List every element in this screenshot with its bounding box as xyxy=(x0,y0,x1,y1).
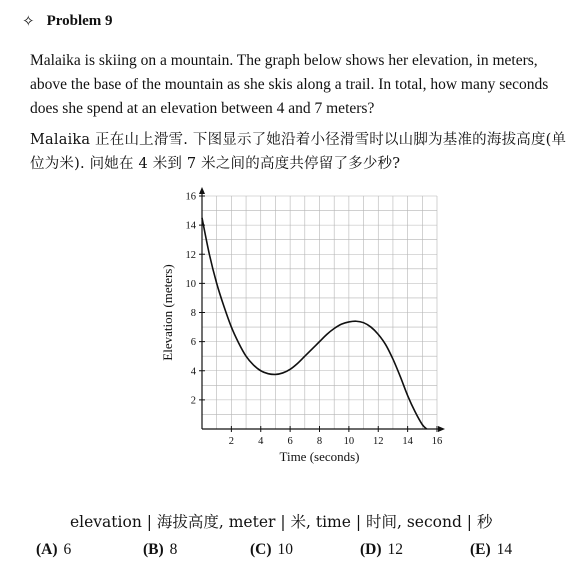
answer-choices xyxy=(36,541,536,563)
choice-b-value: 8 xyxy=(169,541,178,558)
choice-e-value: 14 xyxy=(496,541,513,558)
x-tick-label: 6 xyxy=(287,436,293,447)
choice-d-value: 12 xyxy=(387,541,404,558)
glossary: elevation | 海拔高度, meter | 米, time | 时间, second | 秒 xyxy=(70,513,493,531)
choice-b-letter: (B) xyxy=(143,541,164,558)
y-tick-label: 8 xyxy=(190,308,196,319)
choice-e-letter: (E) xyxy=(470,541,491,558)
choice-c-value: 10 xyxy=(277,541,294,558)
choice-e[interactable] xyxy=(470,541,512,559)
y-tick-label: 12 xyxy=(185,249,196,261)
choice-b[interactable] xyxy=(143,541,177,559)
y-tick-label: 2 xyxy=(190,395,196,407)
x-tick-label: 8 xyxy=(316,436,323,447)
elevation-chart-svg xyxy=(150,184,450,474)
x-axis-arrow xyxy=(438,426,445,432)
x-tick-label: 14 xyxy=(402,436,413,447)
y-tick-label: 16 xyxy=(185,191,196,203)
problem-text-chinese: Malaika 正在山上滑雪. 下图显示了她沿着小径滑雪时以山脚为基准的海拔高度(单位为米). 问她在 4 米到 7 米之间的高度共停留了多少秒? xyxy=(30,132,567,172)
x-tick-label: 12 xyxy=(373,436,384,447)
choice-d-letter: (D) xyxy=(360,541,382,558)
y-tick-label: 10 xyxy=(185,278,196,290)
x-tick-label: 2 xyxy=(228,436,234,447)
x-tick-label: 4 xyxy=(258,436,264,447)
choice-c[interactable] xyxy=(250,541,293,559)
problem-heading xyxy=(22,12,113,31)
y-axis-arrow xyxy=(199,187,205,194)
problem-title: Problem 9 xyxy=(46,13,113,29)
problem-text-english: Malaika is skiing on a mountain. The graph below shows her elevation, in meters, above the base of the mountain as she skis along a trail. In total, how many seconds does she spend at an elevation between 4 and 7 meters? xyxy=(30,52,549,117)
choice-c-letter: (C) xyxy=(250,541,272,558)
x-tick-label: 16 xyxy=(431,436,443,447)
y-axis-label: Elevation (meters) xyxy=(160,264,175,361)
x-axis-label: Time (seconds) xyxy=(279,449,360,464)
choice-a-value: 6 xyxy=(63,541,72,558)
choice-a-letter: (A) xyxy=(36,541,58,558)
x-tick-label: 10 xyxy=(343,436,355,447)
y-tick-label: 14 xyxy=(185,220,196,232)
choice-d[interactable] xyxy=(360,541,403,559)
elevation-chart xyxy=(150,184,450,474)
y-tick-label: 4 xyxy=(190,366,196,378)
y-tick-label: 6 xyxy=(190,337,196,349)
choice-a[interactable] xyxy=(36,541,71,559)
four-point-star-icon: ✧ xyxy=(22,14,35,30)
